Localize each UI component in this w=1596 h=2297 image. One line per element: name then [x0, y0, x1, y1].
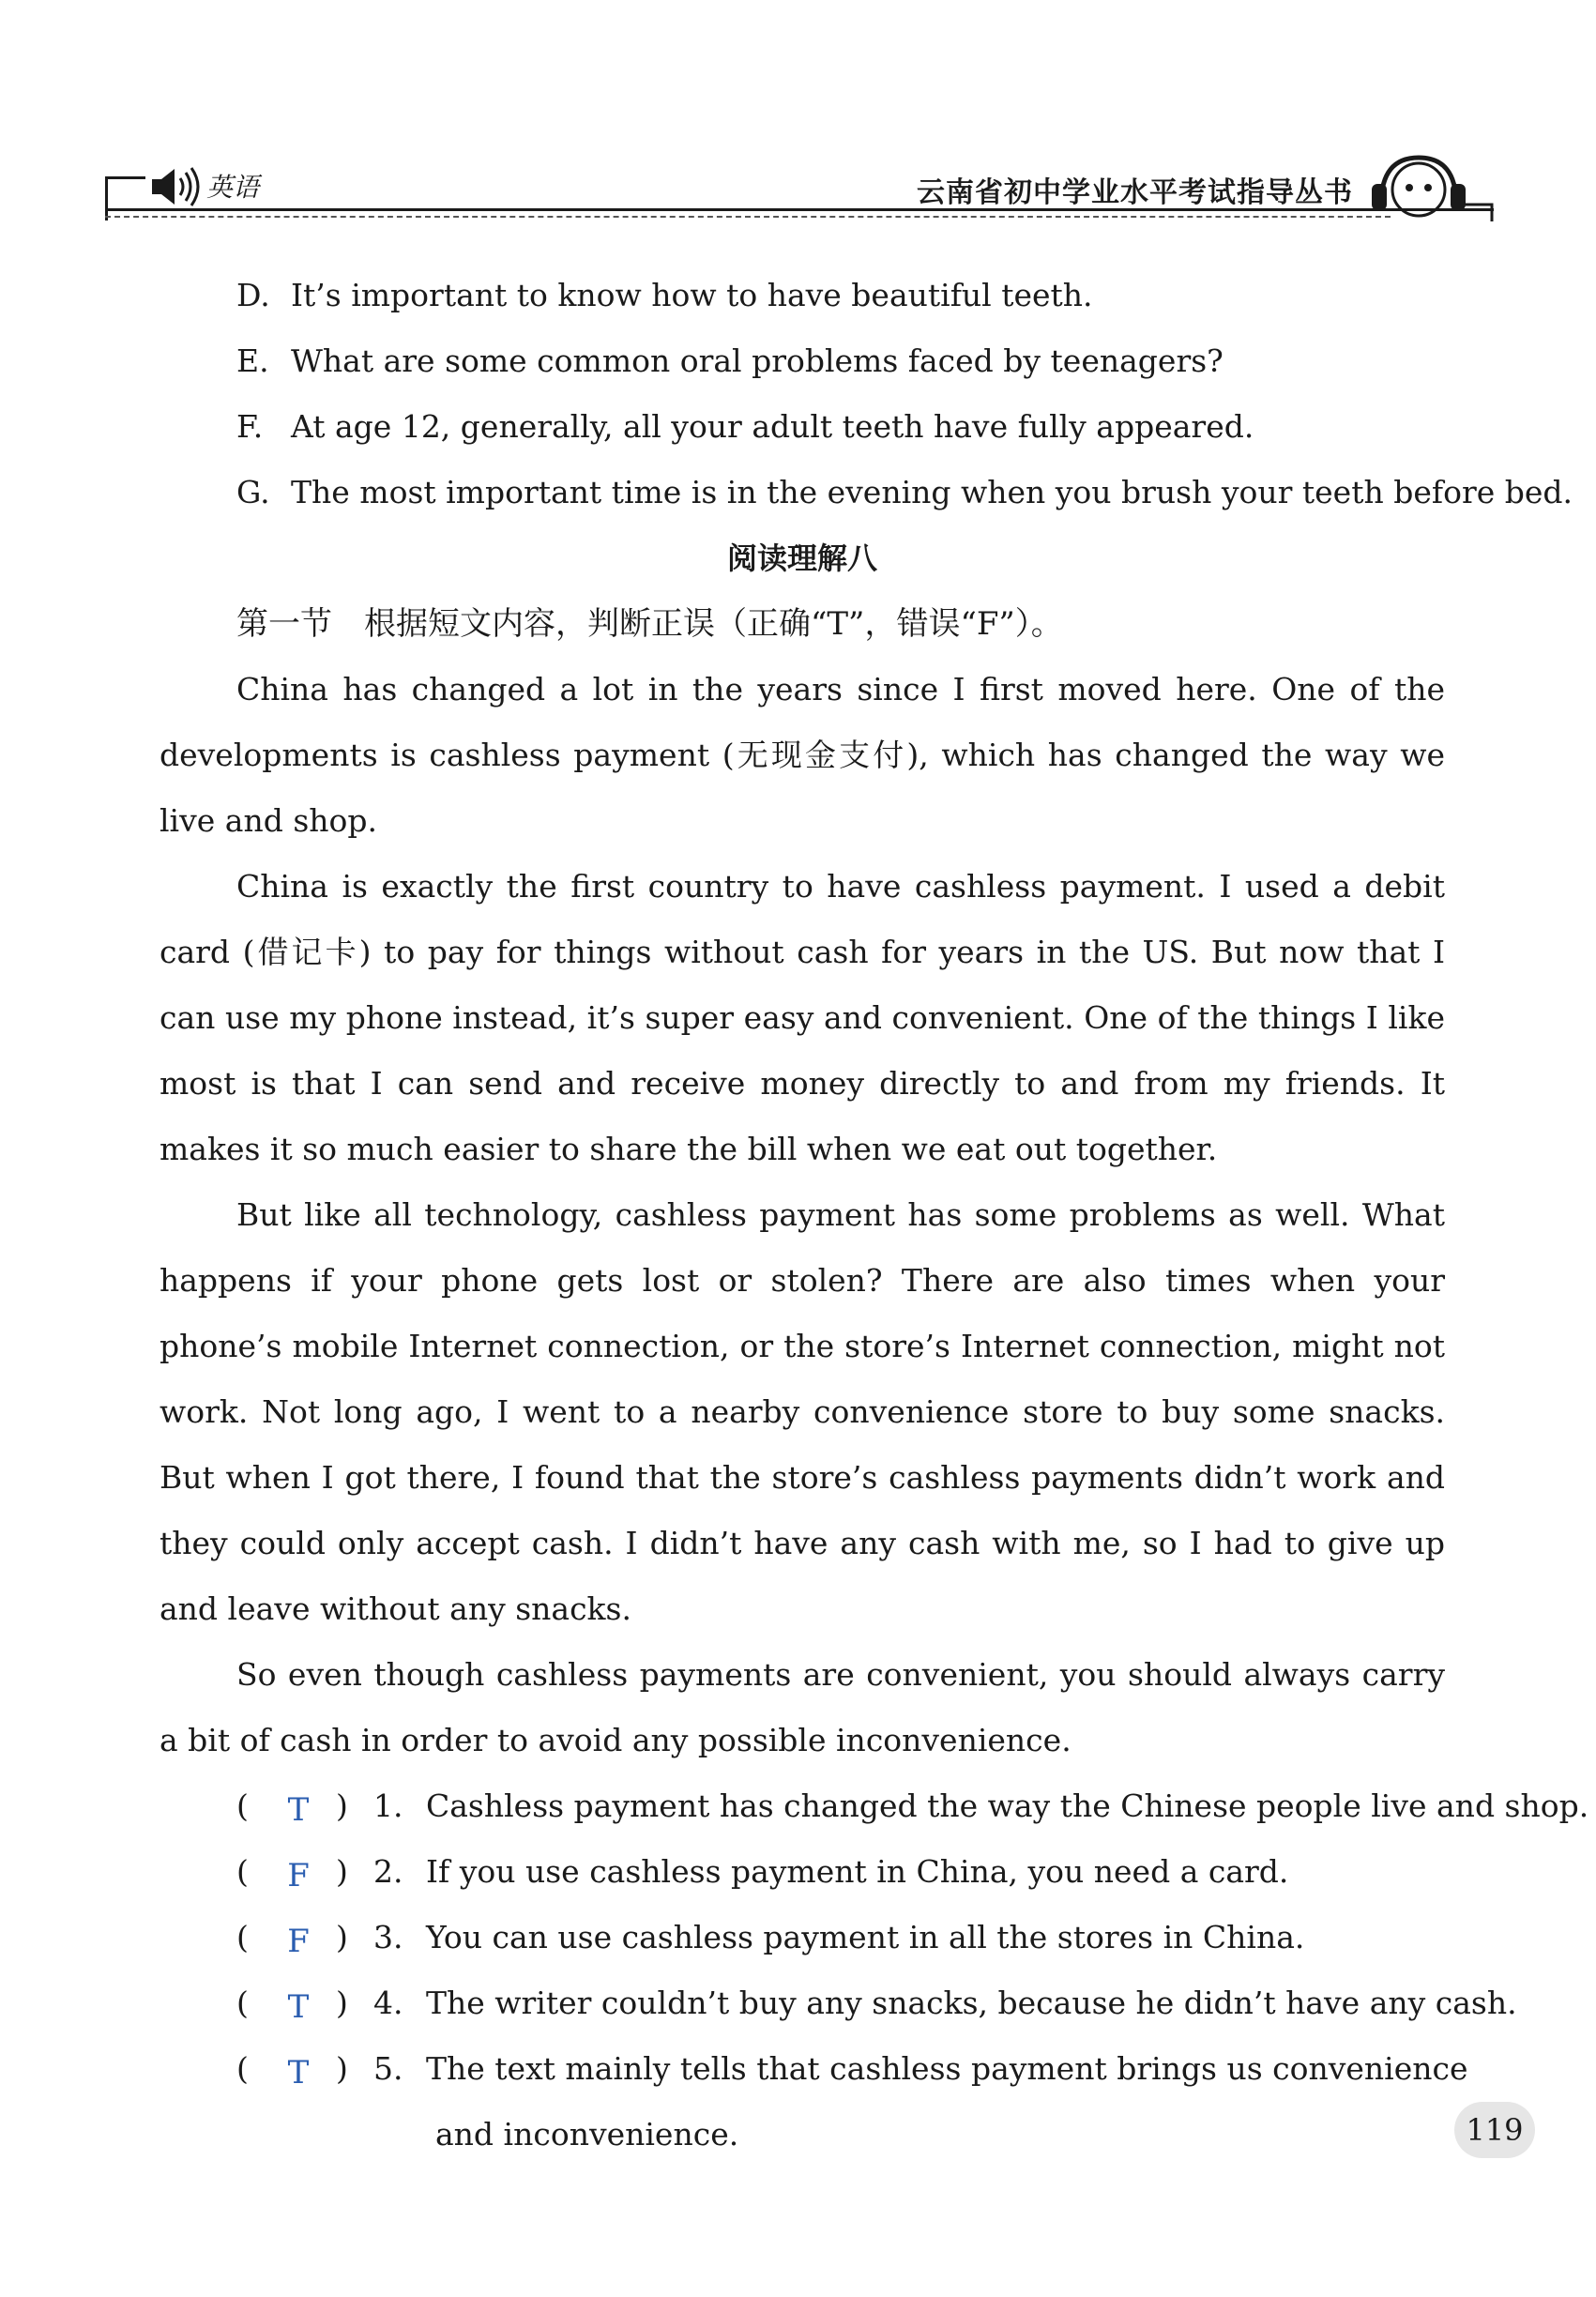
paren-close: ) [336, 1919, 348, 1955]
option-letter: E. [236, 342, 269, 379]
option-e [160, 328, 1445, 394]
question-3 [160, 1905, 1445, 1970]
option-text: What are some common oral problems faced by teenagers? [291, 342, 1224, 379]
question-number: 5. [373, 2050, 403, 2087]
header-dashed-rule [105, 216, 1391, 218]
speaker-icon [148, 163, 205, 210]
question-1 [160, 1773, 1589, 1839]
option-text: The most important time is in the evening when you brush your teeth before bed. [291, 474, 1573, 510]
question-number: 3. [373, 1919, 403, 1955]
question-5 [160, 2036, 1468, 2102]
passage-paragraph: China is exactly the first country to have cashless payment. I used a debit card (借记卡) to pay for things without cash for years in the US. But now that I can use my phone instead, it’s super easy and convenient. One of the things I like most is that I can send and receive money directly to and from my friends. It makes it so much easier to share the bill when we eat out together. [160, 868, 1445, 1167]
series-title: 云南省初中学业水平考试指导丛书 [917, 176, 1353, 209]
option-g [160, 460, 1573, 525]
paren-open: ( [236, 1985, 249, 2021]
paren-close: ) [336, 1787, 348, 1824]
question-text: Cashless payment has changed the way the Chinese people live and shop. [426, 1787, 1589, 1824]
question-number: 2. [373, 1853, 403, 1890]
subject-label: 英语 [206, 172, 260, 203]
headphone-mascot-icon [1362, 150, 1494, 225]
paren-open: ( [236, 1919, 249, 1955]
option-d [160, 263, 1445, 328]
option-text: It’s important to know how to have beautiful teeth. [291, 277, 1093, 313]
question-2 [160, 1839, 1445, 1905]
question-5-continuation: and inconvenience. [435, 2116, 739, 2152]
question-number: 1. [373, 1787, 403, 1824]
passage-paragraph: So even though cashless payments are convenient, you should always carry a bit of cash in order to avoid any possible inconvenience. [160, 1656, 1445, 1758]
answer-mark: F [287, 1923, 310, 1960]
section-instruction: 第一节 根据短文内容，判断正误（正确“T”，错误“F”）。 [236, 605, 1063, 643]
question-text: The writer couldn’t buy any snacks, because he didn’t have any cash. [426, 1985, 1517, 2021]
answer-mark: T [287, 2054, 310, 2092]
paren-open: ( [236, 2050, 249, 2087]
passage-paragraph: China has changed a lot in the years since I first moved here. One of the developments is cashless payment (无现金支付), which has changed the way we live and shop. [160, 671, 1445, 839]
answer-mark: T [287, 1791, 310, 1829]
header-rule [105, 208, 1494, 211]
option-letter: G. [236, 474, 270, 510]
question-text: You can use cashless payment in all the stores in China. [426, 1919, 1305, 1955]
paren-close: ) [336, 1985, 348, 2021]
paren-close: ) [336, 1853, 348, 1890]
page-header [105, 150, 1494, 225]
header-bracket [105, 176, 145, 221]
answer-mark: F [287, 1857, 310, 1894]
question-4 [160, 1970, 1517, 2036]
option-f [160, 394, 1445, 460]
paren-open: ( [236, 1787, 249, 1824]
answer-mark: T [287, 1988, 310, 2026]
question-text: If you use cashless payment in China, you need a card. [426, 1853, 1289, 1890]
question-text: The text mainly tells that cashless payment brings us convenience [426, 2050, 1468, 2087]
paren-close: ) [336, 2050, 348, 2087]
section-title: 阅读理解八 [726, 540, 877, 576]
page-number: 119 [1454, 2102, 1535, 2158]
question-number: 4. [373, 1985, 403, 2021]
option-letter: D. [236, 277, 270, 313]
option-letter: F. [236, 408, 264, 445]
passage-paragraph: But like all technology, cashless payment has some problems as well. What happens if your phone gets lost or stolen? There are also times when your phone’s mobile Internet connection, or the store’s Internet connection, might not work. Not long ago, I went to a nearby convenience store to buy some snacks. But when I got there, I found that the store’s cashless payments didn’t work and they could only accept cash. I didn’t have any cash with me, so I had to give up and leave without any snacks. [160, 1196, 1445, 1627]
option-text: At age 12, generally, all your adult teeth have fully appeared. [291, 408, 1254, 445]
paren-open: ( [236, 1853, 249, 1890]
